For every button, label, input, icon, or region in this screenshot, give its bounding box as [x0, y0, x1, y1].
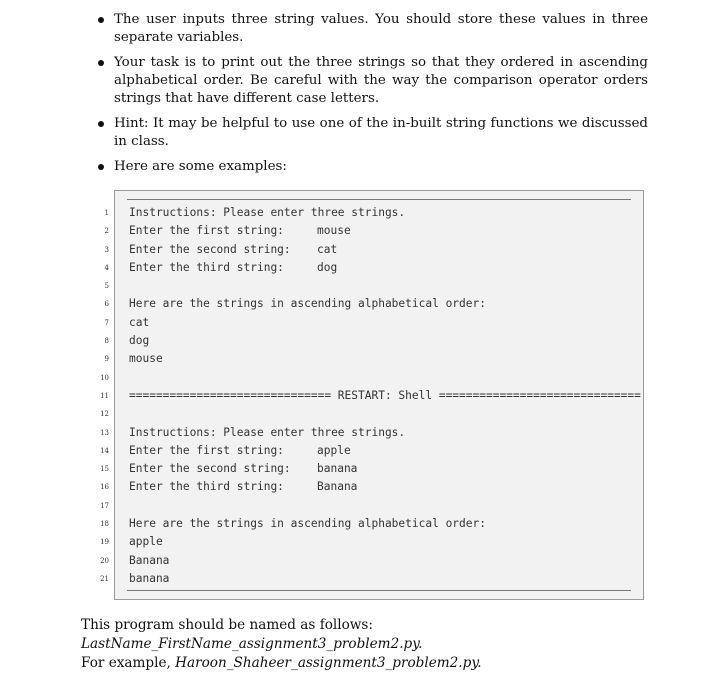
- code-listing: [100, 190, 644, 600]
- line-number: 13: [100, 428, 109, 437]
- code-text: [129, 259, 337, 277]
- input-value: cat: [317, 242, 338, 256]
- line-number: 10: [100, 373, 109, 382]
- code-line: [104, 222, 643, 240]
- line-number: 6: [104, 300, 109, 309]
- code-line: [104, 259, 643, 277]
- code-text: mouse: [129, 352, 163, 366]
- list-item-text: Here are some examples:: [114, 159, 287, 174]
- prompt-text: Enter the second string:: [129, 462, 291, 476]
- line-number: 16: [100, 483, 109, 492]
- line-number: 4: [104, 263, 109, 272]
- input-value: apple: [317, 443, 351, 457]
- code-text: Instructions: Please enter three strings.: [129, 206, 406, 219]
- code-text: banana: [129, 571, 170, 585]
- example-line: [81, 654, 706, 673]
- naming-prefix: This program should be named as follows:: [81, 617, 373, 633]
- code-line: [100, 442, 643, 460]
- line-number: 17: [100, 501, 109, 510]
- line-number: 11: [100, 391, 109, 400]
- prompt-text: Enter the first string:: [129, 224, 284, 238]
- code-line: [100, 369, 643, 387]
- input-value: mouse: [317, 224, 351, 238]
- code-line: [104, 277, 643, 295]
- prompt-text: Enter the first string:: [129, 443, 284, 457]
- bullet-icon: [98, 17, 104, 23]
- code-line: [104, 332, 643, 350]
- code-line: [104, 295, 643, 313]
- list-item-text: Hint: It may be helpful to use one of the in-built string functions we discussed in class.: [114, 116, 648, 149]
- code-text: Here are the strings in ascending alphabetical order:: [129, 517, 486, 531]
- line-number: 2: [104, 227, 109, 236]
- filename-pattern: LastName_FirstName_assignment3_problem2.py.: [81, 636, 423, 652]
- line-number: 1: [104, 209, 109, 217]
- code-line: [100, 405, 643, 423]
- line-number: 8: [104, 337, 109, 346]
- example-filename: Haroon_Shaheer_assignment3_problem2.py.: [175, 655, 482, 671]
- restart-separator: ============================== RESTART: Shell ==============================: [129, 388, 641, 402]
- list-item-text: Your task is to print out the three strings so that they ordered in ascending alphabetical order. Be careful with the way the comparison operator orders strings that have different case letters.: [114, 55, 648, 106]
- list-item: [96, 11, 648, 47]
- list-item: [96, 158, 648, 176]
- code-line: [104, 314, 643, 332]
- code-text: [129, 478, 357, 496]
- code-text: Banana: [129, 553, 170, 567]
- input-value: banana: [317, 462, 358, 476]
- list-item: [96, 54, 648, 108]
- code-line: [100, 478, 643, 496]
- naming-instructions: [81, 616, 706, 673]
- line-number: 5: [104, 282, 109, 291]
- code-lines: [100, 204, 643, 588]
- input-value: Banana: [317, 480, 358, 494]
- prompt-text: Enter the third string:: [129, 260, 284, 274]
- code-text: [129, 222, 351, 240]
- top-rule: [127, 199, 631, 200]
- code-text: apple: [129, 535, 163, 549]
- line-number: 7: [104, 318, 109, 327]
- code-line: [104, 204, 643, 222]
- line-number: 18: [100, 520, 109, 529]
- code-text: cat: [129, 315, 150, 329]
- line-number: 20: [100, 556, 109, 565]
- line-number: 14: [100, 446, 109, 455]
- code-text: [129, 442, 351, 460]
- code-line: [100, 552, 643, 570]
- code-text: Here are the strings in ascending alphabetical order:: [129, 297, 486, 311]
- code-line: [100, 460, 643, 478]
- code-line: [100, 570, 643, 588]
- naming-line: [81, 616, 706, 654]
- code-line: [100, 497, 643, 515]
- line-number: 21: [100, 574, 109, 583]
- code-line: [100, 387, 643, 405]
- list-item-text: The user inputs three string values. You should store these values in three separate variables.: [114, 12, 648, 45]
- line-number: 19: [100, 538, 109, 547]
- code-line: [100, 424, 643, 442]
- code-line: [100, 533, 643, 551]
- code-text: dog: [129, 334, 150, 348]
- example-prefix: For example,: [81, 655, 176, 671]
- bullet-icon: [98, 121, 104, 127]
- code-line: [104, 241, 643, 259]
- line-number: 3: [104, 245, 109, 254]
- bullet-icon: [98, 164, 104, 170]
- line-number: 15: [100, 465, 109, 474]
- code-text: [129, 241, 337, 259]
- prompt-text: Enter the third string:: [129, 480, 284, 494]
- code-text: Instructions: Please enter three strings.: [129, 425, 406, 439]
- prompt-text: Enter the second string:: [129, 242, 291, 256]
- code-line: [100, 515, 643, 533]
- bottom-rule: [127, 590, 631, 591]
- line-number: 9: [104, 355, 109, 364]
- input-value: dog: [317, 260, 338, 274]
- code-text: [129, 460, 357, 478]
- code-line: [104, 350, 643, 368]
- instructions-list: [96, 11, 648, 183]
- list-item: [96, 115, 648, 151]
- bullet-icon: [98, 60, 104, 66]
- line-number: 12: [100, 410, 109, 419]
